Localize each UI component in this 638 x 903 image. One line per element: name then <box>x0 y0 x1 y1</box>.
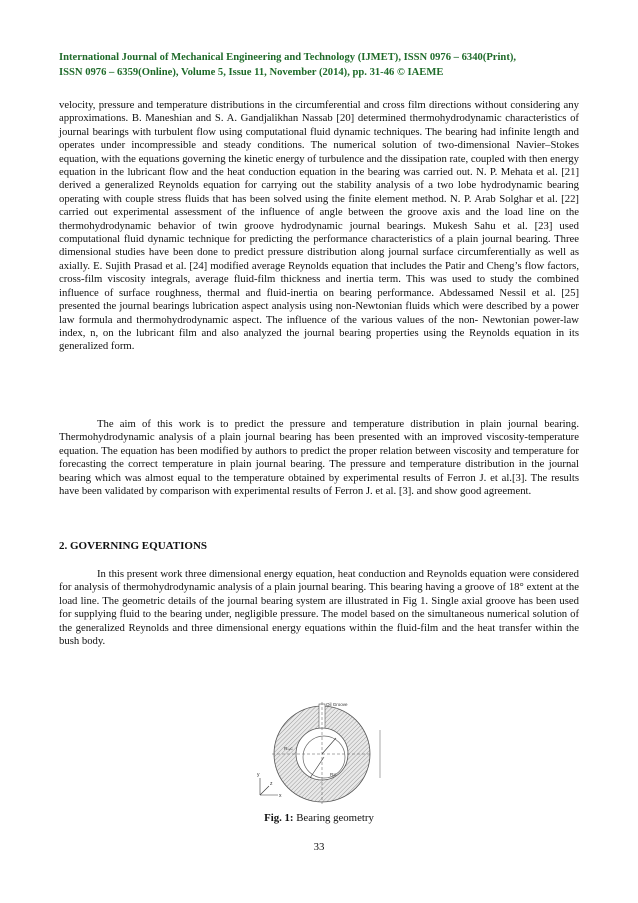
x-axis-label: x <box>279 793 282 799</box>
r-jc-label: Rⱼc <box>330 772 337 777</box>
journal-header-line1: International Journal of Mechanical Engineering and Technology (IJMET), ISSN 0976 – 6340(Print), <box>59 52 517 63</box>
bearing-geometry-figure <box>250 700 390 805</box>
r-bv-label: Rₛᵥc <box>284 746 293 751</box>
z-axis-label: z <box>270 781 273 787</box>
figure-caption <box>0 812 638 824</box>
paragraph-literature-review: velocity, pressure and temperature distributions in the circumferential and cross film directions without considering any approximations. B. Maneshian and S. A. Gandjalikhan Nassab [20] determined thermohydrodynamic characteristics of journal bearings with turbulent flow using computational fluid dynamic techniques. The bearing had infinite length and operates under incompressible and steady conditions. The numerical solution of two-dimensional Navier–Stokes equation, with the equations governing the kinetic energy of turbulence and the dissipation rate, coupled with then energy equation in the lubricant flow and the heat conduction equation in the bearing was carried out. N. P. Mehata et al. [21] derived a generalized Reynolds equation for carrying out the stability analysis of a two lobe hydrodynamic bearing operating with couple stress fluids that has been solved using the finite element method. N. P. Arab Solghar et al. [22] carried out experimental assessment of the influence of angle between the groove axis and the load line on the thermohydrodynamic behavior of twin groove hydrodynamic journal bearings. Mukesh Sahu et al. [23] used computational fluid dynamic technique for predicting the performance characteristics of a plain journal bearing. Three dimensional studies have been done to predict pressure distribution along journal surface circumferentially as well as axially. E. Sujith Prasad et al. [24] modified average Reynolds equation that includes the Patir and Cheng’s flow factors, cross-film viscosity integrals, average fluid-film thickness and inertia term. This was used to study the combined influence of surface roughness, thermal and fluid-inertia on bearing performance. Abdessamed Nessil et al. [25] presented the journal bearings lubrication aspect analysis using non-Newtonian fluids which were described by a power law formula and thermohydrodynamic aspect. The influence of the various values of the non- Newtonian power-law index, n, on the lubricant film and also analyzed the journal bearing properties using the Reynolds equation in its generalized form. <box>59 99 579 353</box>
bearing-geometry-diagram <box>250 700 390 805</box>
y-axis-label: y <box>257 772 260 778</box>
z-axis-arrow <box>260 786 269 795</box>
paragraph-aim: The aim of this work is to predict the pressure and temperature distribution in plain journal bearing. Thermohydrodynamic analysis of a plain journal bearing has been presented with an improved viscosity-temperature equation. The equation has been modified by authors to predict the proper relation between viscosity and temperature for forecasting the correct temperature in plain journal bearing. The pressure and temperature distribution in the journal bearing which was almost equal to the temperature obtained by experimental results of Ferron J. et al.[3]. The results have been validated by comparison with experimental results of Ferron J. et al. [3]. and show good agreement. <box>59 418 579 498</box>
journal-header <box>59 50 579 80</box>
section-heading: 2. GOVERNING EQUATIONS <box>59 540 208 552</box>
oil-groove-label: Oil Groove <box>326 702 348 707</box>
figure-caption-text: Bearing geometry <box>293 812 374 824</box>
figure-caption-label: Fig. 1: <box>264 812 294 824</box>
journal-header-line2: ISSN 0976 – 6359(Online), Volume 5, Issue 11, November (2014), pp. 31-46 © IAEME <box>59 67 444 78</box>
page-number: 33 <box>313 841 325 853</box>
paragraph-governing-equations: In this present work three dimensional energy equation, heat conduction and Reynolds equation were considered for analysis of thermohydrodynamic analysis of a plain journal bearing. This bearing having a groove of 18° extent at the load line. The geometric details of the journal bearing system are illustrated in Fig 1. Single axial groove has been used for supplying fluid to the bearing under, negligible pressure. The model based on the simultaneous numerical solution of the generalized Reynolds and three dimensional energy equations within the fluid-film and the heat transfer within the bush body. <box>59 568 579 648</box>
